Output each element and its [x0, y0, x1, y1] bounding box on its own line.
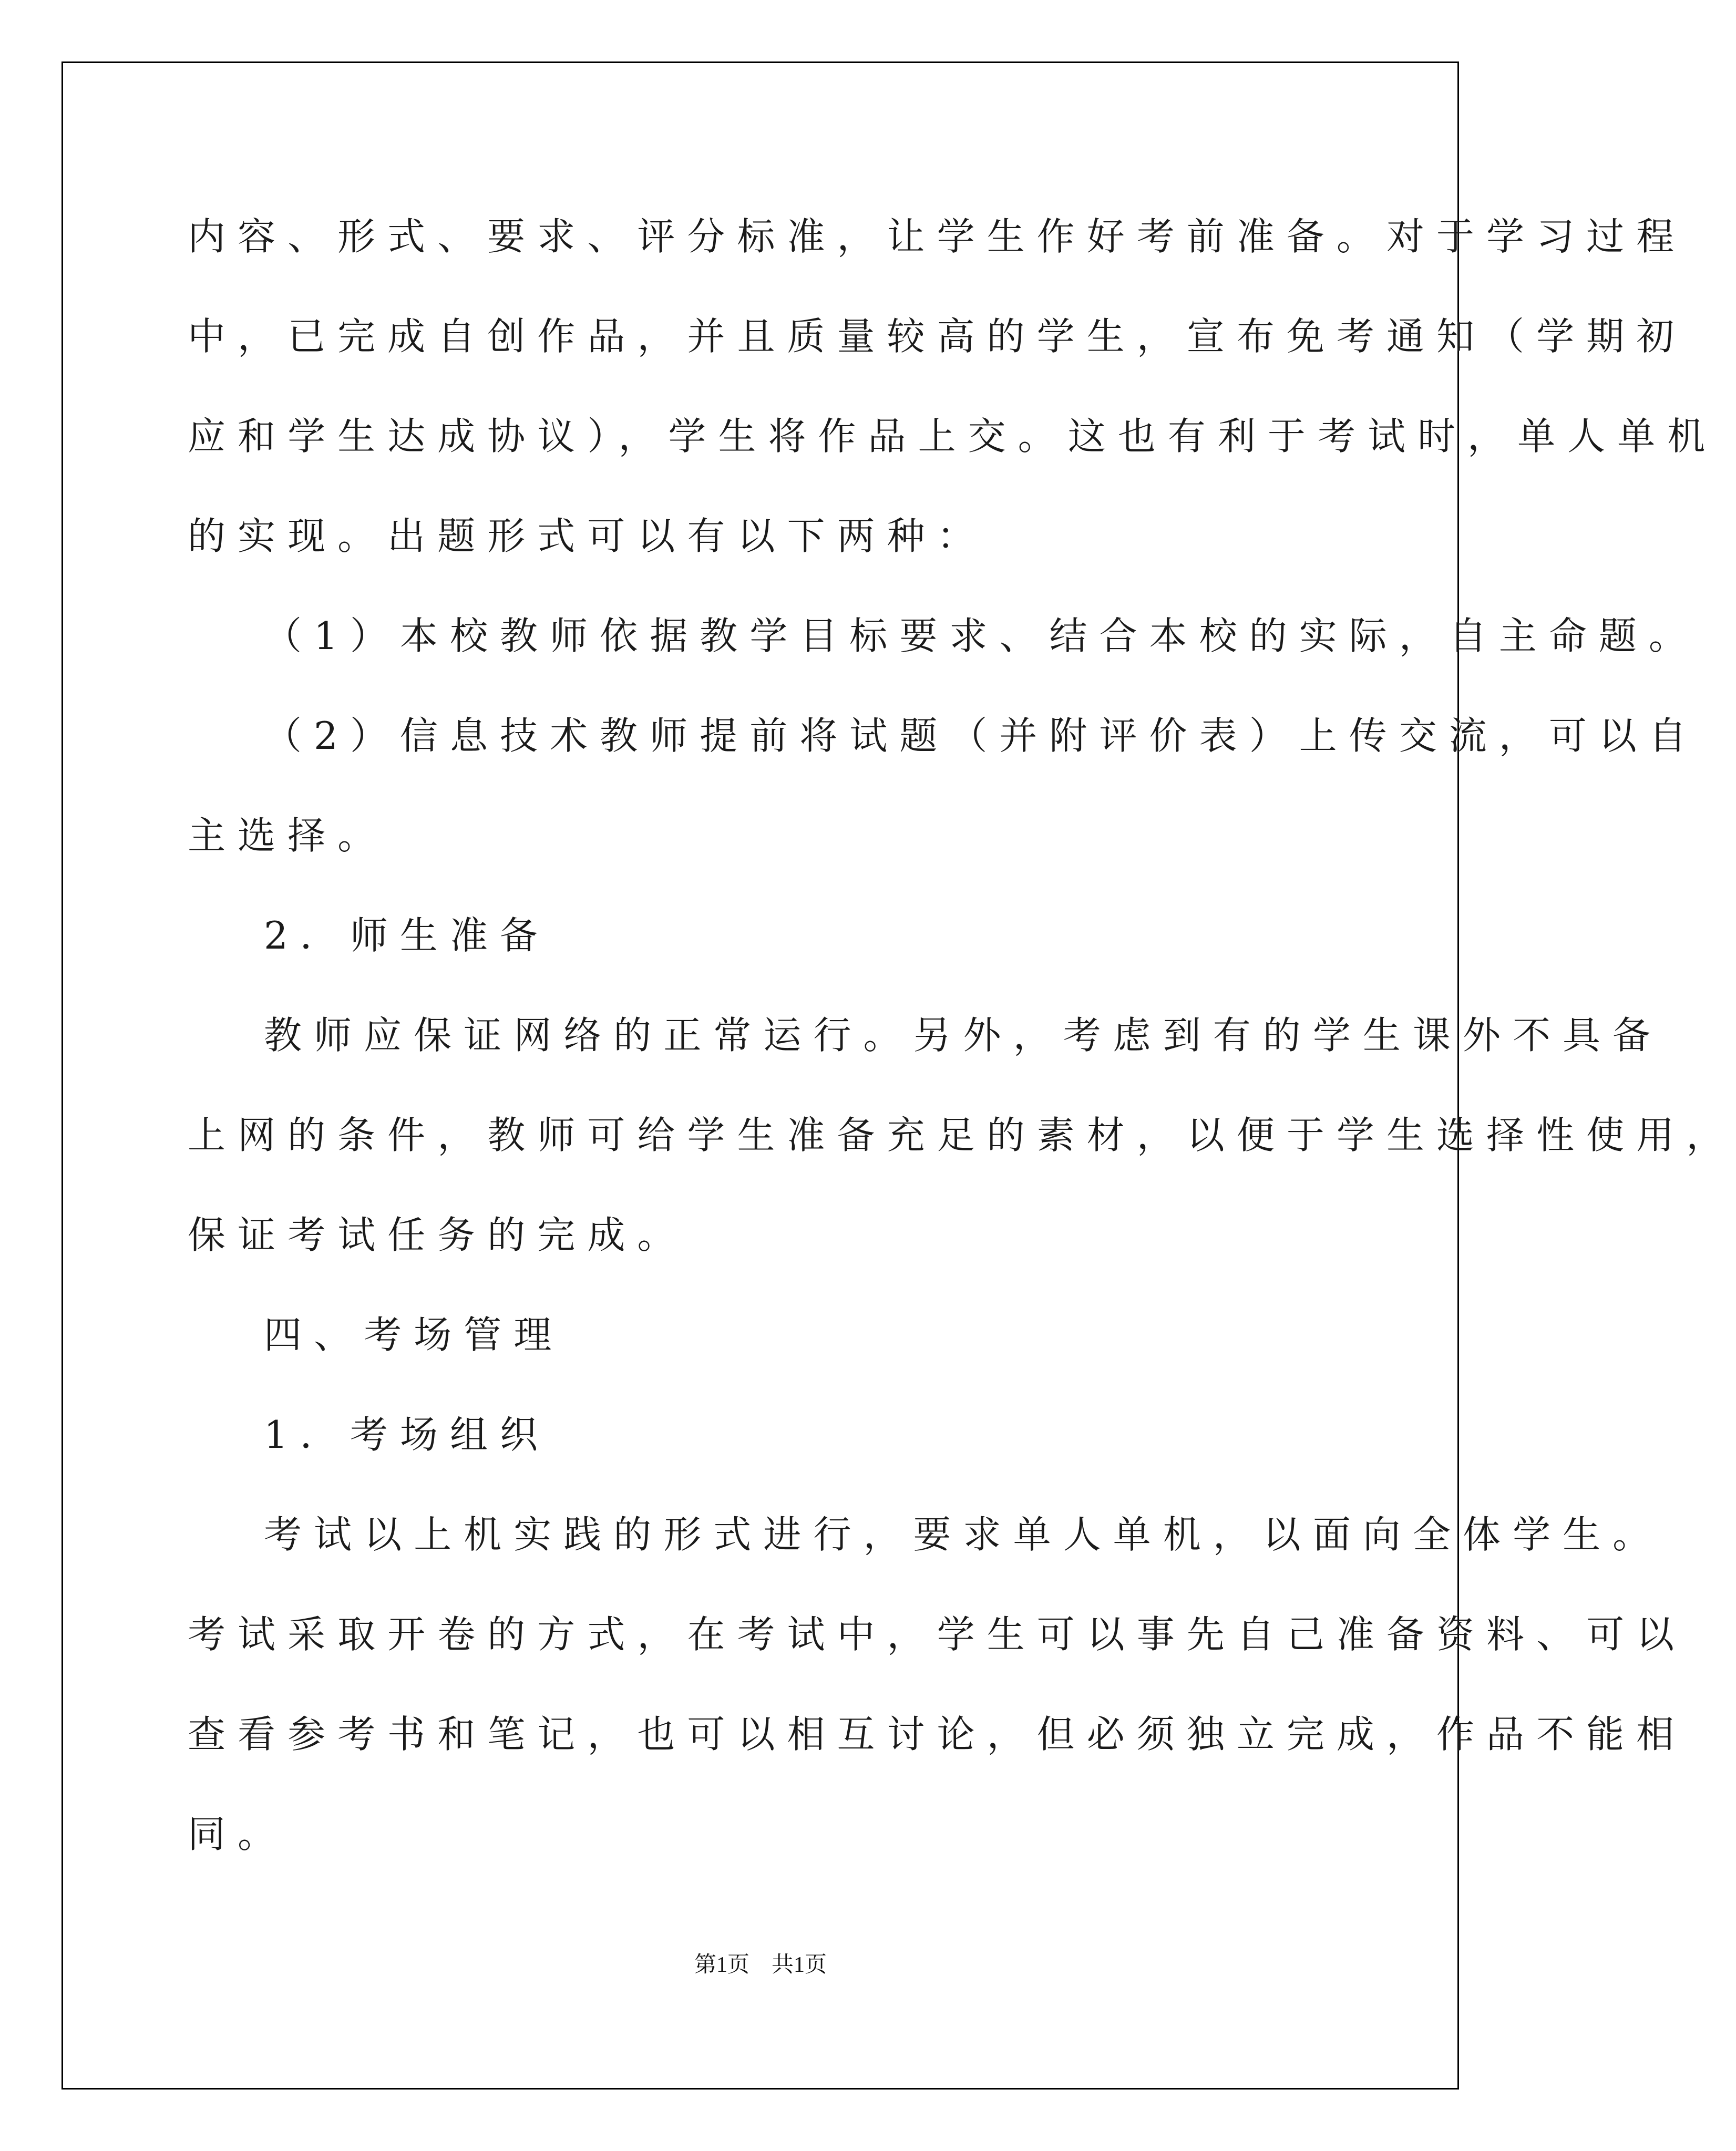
text-line: 的实现。出题形式可以有以下两种： [188, 514, 987, 558]
text-line: 同。 [188, 1812, 288, 1856]
text-line: 保证考试任务的完成。 [188, 1213, 687, 1257]
list-item: （2）信息技术教师提前将试题（并附评价表）上传交流，可以自 [264, 714, 1699, 758]
text-line: 中，已完成自创作品，并且质量较高的学生，宣布免考通知（学期初 [188, 314, 1687, 358]
section-heading: 四、考场管理 [264, 1313, 564, 1357]
text-line: 上网的条件，教师可给学生准备充足的素材，以便于学生选择性使用， [188, 1113, 1736, 1157]
document-body [188, 187, 1736, 1884]
page-number-footer: 第1页 共1页 [694, 1953, 827, 1977]
section-heading: 2．师生准备 [264, 913, 550, 958]
text-line: 考试以上机实践的形式进行，要求单人单机，以面向全体学生。 [264, 1512, 1663, 1557]
text-line: 考试采取开卷的方式，在考试中，学生可以事先自己准备资料、可以 [188, 1612, 1687, 1656]
text-line: 主选择。 [188, 814, 388, 858]
text-line: 查看参考书和笔记，也可以相互讨论，但必须独立完成，作品不能相 [188, 1712, 1687, 1756]
list-item: （1）本校教师依据教学目标要求、结合本校的实际，自主命题。 [264, 614, 1699, 658]
section-heading: 1．考场组织 [264, 1413, 550, 1457]
text-line: 内容、形式、要求、评分标准，让学生作好考前准备。对于学习过程 [188, 214, 1687, 259]
text-line: 教师应保证网络的正常运行。另外，考虑到有的学生课外不具备 [264, 1013, 1663, 1057]
text-line: 应和学生达成协议），学生将作品上交。这也有利于考试时，单人单机 [188, 414, 1718, 458]
